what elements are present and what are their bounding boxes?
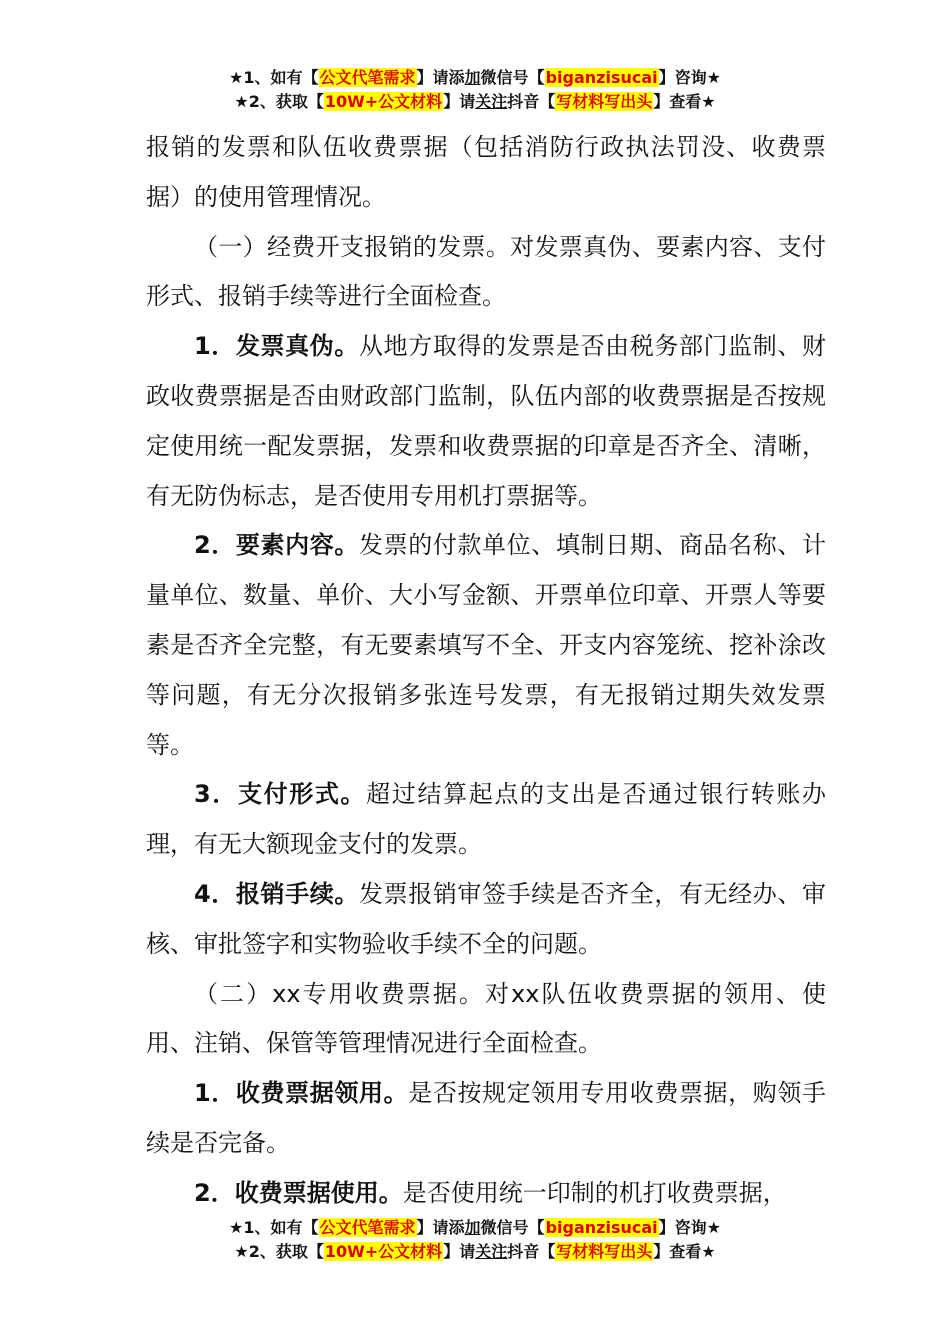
banner-text: ★2、获取【 (234, 92, 324, 111)
item-text: 从地方取得的发票是否由税务部门监制、财政收费票据是否由财政部门监制，队伍内部的收费票据是否按规定使用统一配发票据，发票和收费票据的印章是否齐全、清晰，有无防伪标志，是否使用专用机打票据等。 (146, 332, 826, 510)
paragraph: 报销的发票和队伍收费票据（包括消防行政执法罚没、收费票据）的使用管理情况。 (146, 133, 826, 211)
item-title: 4．报销手续。 (194, 879, 359, 908)
banner-text: 微信号【 (480, 1218, 545, 1237)
paragraph (146, 322, 826, 521)
item-title: 3．支付形式。 (194, 780, 367, 809)
banner-highlight: 公文代笔需求 (319, 1218, 416, 1237)
banner-highlight: 10W+公文材料 (324, 1242, 443, 1261)
banner-text: 抖音【 (507, 92, 556, 111)
item-text: 发票报销审签手续是否齐全，有无经办、审核、审批签字和实物验收手续不全的问题。 (146, 879, 826, 958)
section-heading: （二）xx专用收费票据。对xx队伍收费票据的领用、使用、注销、保管等管理情况进行全面检查。 (146, 979, 826, 1058)
banner-highlight: 公文代笔需求 (319, 68, 416, 87)
item-title: 1．收费票据领用。 (194, 1079, 409, 1108)
banner-underline: 加 (464, 68, 481, 87)
item-text: 是否使用统一印制的机打收费票据， (402, 1178, 787, 1207)
banner-text: 抖音【 (507, 1242, 556, 1261)
banner-text: 】请 (443, 1242, 476, 1261)
banner-text: 】请添 (416, 1218, 465, 1237)
paragraph (146, 1069, 826, 1169)
banner-underline: 关注 (475, 92, 508, 111)
banner-text: 】请 (443, 92, 476, 111)
item-title: 2．要素内容。 (194, 531, 359, 560)
paragraph (146, 521, 826, 770)
banner-line-1 (0, 1216, 950, 1240)
banner-line-2 (0, 90, 950, 114)
banner-text: 】咨询★ (658, 1218, 721, 1237)
banner-highlight: biganzisucai (545, 68, 658, 87)
item-title: 1．发票真伪。 (194, 332, 359, 361)
document-body (146, 123, 826, 1219)
banner-highlight: 10W+公文材料 (324, 92, 443, 111)
banner-text: 】查看★ (653, 1242, 716, 1261)
banner-line-1 (0, 66, 950, 90)
item-text: 是否按规定领用专用收费票据，购领手续是否完备。 (146, 1079, 827, 1157)
banner-text: 】请添 (416, 68, 465, 87)
banner-underline: 加 (464, 1218, 481, 1237)
banner-text: ★1、如有【 (229, 68, 319, 87)
paragraph (146, 1169, 826, 1219)
item-text: 超过结算起点的支出是否通过银行转账办理，有无大额现金支付的发票。 (146, 780, 827, 859)
banner-text: ★2、获取【 (234, 1242, 324, 1261)
banner-text: 】查看★ (653, 92, 716, 111)
section-heading: （一）经费开支报销的发票。对发票真伪、要素内容、支付形式、报销手续等进行全面检查。 (146, 232, 826, 311)
paragraph (146, 770, 826, 870)
header-banner (0, 66, 950, 114)
banner-highlight: 写材料写出头 (556, 1242, 653, 1261)
banner-text: ★1、如有【 (229, 1218, 319, 1237)
paragraph (146, 870, 826, 970)
banner-line-2 (0, 1240, 950, 1264)
banner-underline: 关注 (475, 1242, 508, 1261)
banner-text: 】咨询★ (658, 68, 721, 87)
item-title: 2．收费票据使用。 (194, 1178, 403, 1207)
item-text: 发票的付款单位、填制日期、商品名称、计量单位、数量、单价、大小写金额、开票单位印章、开票人等要素是否齐全完整，有无要素填写不全、开支内容笼统、挖补涂改等问题，有无分次报销多张连号发票，有无报销过期失效发票等。 (146, 531, 826, 759)
banner-highlight: 写材料写出头 (556, 92, 653, 111)
footer-banner (0, 1216, 950, 1264)
banner-highlight: biganzisucai (545, 1218, 658, 1237)
banner-text: 微信号【 (480, 68, 545, 87)
